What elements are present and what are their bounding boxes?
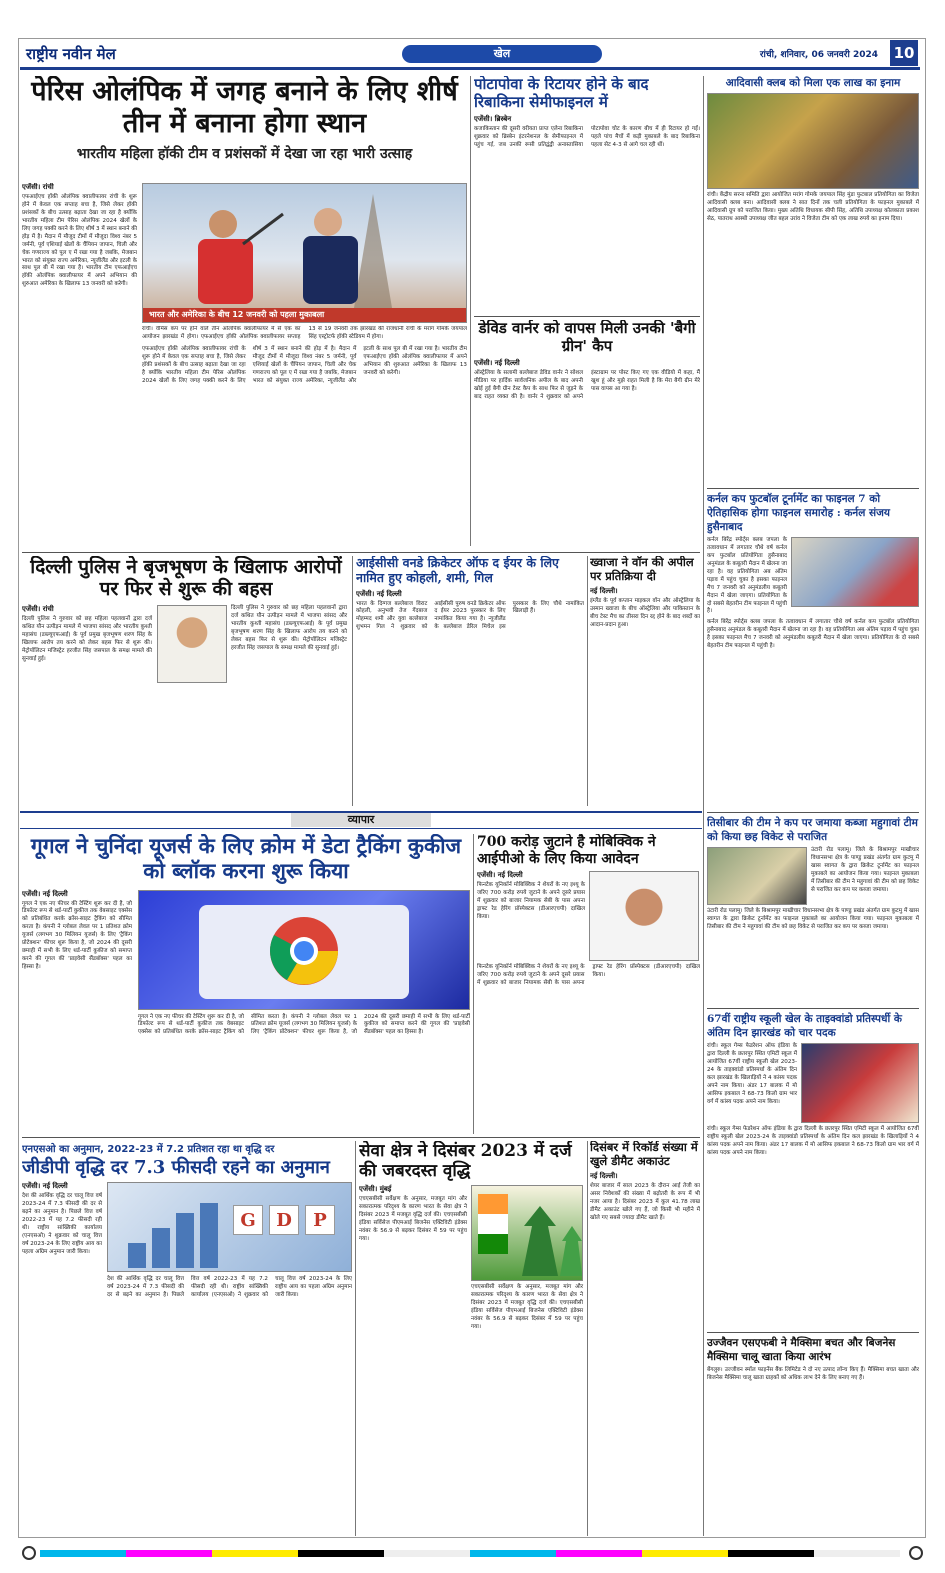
- gdp-body-continued: देश की आर्थिक वृद्धि दर चालू वित्त वर्ष 2023-24 में 7.3 फीसदी की दर से बढ़ने का अनुमान है। पिछले वित्त वर्ष 2022-23 में यह 7.2 फीसदी रही थी। राष्ट्रीय सांख्यिकी कार्यालय (एनएसओ) ने शुक्रवार को चालू वित्त वर्ष 2023-24 के लिए राष्ट्रीय आय का पहला अग्रिम अनुमान जारी किया।: [107, 1276, 352, 1299]
- lead-photo-caption: भारत और अमेरिका के बीच 12 जनवरी को पहला मुकाबला: [143, 308, 466, 322]
- growth-arrows-icon: [472, 1186, 583, 1281]
- lead-photo-text: रांची। वीमेंस कप पर होने वाले तीन ओलंपिक क्वालीफायर में से एक का आयोजन झारखंड में होगा। एफआईएच हॉकी ओलंपिक क्वालीफायर सप्ताह 13 से 19 जनवरी तक झारखंड की राजधानी रांची के मरांग गोमके जयपाल सिंह एस्ट्रोटर्फ हॉकी स्टेडियम में होगा।: [142, 326, 467, 340]
- ujjwal-headline: उज्जैवन एसएफबी ने मैक्सिमा बचत और बिजनेस मैक्सिमा चालू खाता किया आरंभ: [707, 1337, 896, 1363]
- warner-story: [474, 320, 700, 548]
- brij-byline: एजेंसी। रांची: [22, 604, 54, 613]
- gdp-illustration: [107, 1182, 352, 1272]
- story-divider: [474, 316, 700, 317]
- column-divider: [587, 1141, 588, 1536]
- icc-byline: एजेंसी। नई दिल्ली: [356, 589, 402, 598]
- service-body: एचएसबीसी सर्वेक्षण के अनुसार, मजबूत मांग और सकारात्मक परिदृश्य के कारण भारत के सेवा क्षेत्र ने दिसंबर 2023 में मजबूत वृद्धि दर्ज की। एचएसबीसी इंडिया सर्विसेज पीएमआई बिजनेस एक्टिविटी इंडेक्स नवंबर के 56.9 से बढ़कर दिसंबर में 59 पर पहुंच गया।: [359, 1196, 467, 1242]
- khawaja-body: इंग्लैंड के पूर्व कप्तान माइकल वॉन और ऑस्ट्रेलिया के उस्मान ख्वाजा के बीच ऑस्ट्रेलिया और पाकिस्तान के बीच टेस्ट मैच का तीसरा दिन रद्द होने के बाद शब्दों का आदान-प्रदान हुआ।: [590, 598, 700, 628]
- hockey-players-illustration: [143, 184, 467, 323]
- warner-headline: डेविड वार्नर को वापस मिली उनकी 'बैगी ग्रीन' कैप: [478, 320, 696, 355]
- gdp-kicker: एनएसओ का अनुमान, 2022-23 में 7.2 प्रतिशत रहा था वृद्धि दर: [22, 1144, 275, 1155]
- brij-body-continued: दिल्ली पुलिस ने गुरुवार को छह महिला पहलवानों द्वारा दर्ज कथित यौन उत्पीड़न मामले में भाजपा सांसद और भारतीय कुश्ती महासंघ (डब्ल्यूएफआई) के पूर्व प्रमुख बृजभूषण शरण सिंह के खिलाफ आरोप तय करने को लेकर बहस फिर से शुरू की। मेट्रोपॉलिटन मजिस्ट्रेट हरजीत सिंह जसपाल के समक्ष मामले की सुनवाई हुई।: [231, 604, 347, 651]
- gdp-story: [22, 1141, 352, 1536]
- gdp-byline: एजेंसी। नई दिल्ली: [22, 1182, 68, 1191]
- karnal-headline: कर्नल कप फुटबॉल टूर्नामेंट का फाइनल 7 को ऐतिहासिक होगा फाइनल समारोह : कर्नल संजय हुसैनाबाद: [707, 493, 891, 533]
- tisibar-photo: [707, 847, 807, 905]
- brij-portrait: [157, 605, 227, 683]
- school-headline: 67वीं राष्ट्रीय स्कूली खेल के ताइक्वांडो प्रतिस्पर्धी के अंतिम दिन झारखंड को चार पदक: [707, 1013, 902, 1039]
- tisibar-story: [707, 816, 919, 1006]
- demat-headline: दिसंबर में रिकॉर्ड संख्या में खुले डीमैट अकाउंट: [590, 1141, 698, 1168]
- school-body-continued: रांची। स्कूल गेम्स फेडरेशन ऑफ इंडिया के द्वारा दिल्ली के छतरपुर स्थित एमिटी स्कूल में आयोजित 67वीं राष्ट्रीय स्कूली खेल 2023-24 के ताइक्वांडो प्रतिस्पर्धा के अंतिम दिन कल झारखंड के खिलाड़ियों ने 4 कांस्य पदक अपने नाम किया। अंडर 17 बालक में मो आसिफ इकबाल ने 68-73 किलो ग्राम भार वर्ग में कांस्य पदक अपने नाम किया।: [707, 1126, 919, 1156]
- tisibar-headline: तिसीबार की टीम ने कप पर जमाया कब्जा महुगावां टीम को किया छह विकेट से पराजित: [707, 817, 918, 843]
- ujjwal-story: [707, 1336, 919, 1536]
- gdp-letter-d: D: [269, 1205, 299, 1235]
- lead-headline: पेरिस ओलंपिक में जगह बनाने के लिए शीर्ष तीन में बनाना होगा स्थान: [31, 76, 458, 139]
- demat-body: शेयर बाजार में साल 2023 के दौरान आई तेजी का असर निवेशकों की संख्या में बढ़ोतरी के रूप में भी नजर आया है। दिसंबर 2023 में कुल 41.78 लाख डीमैट अकाउंट खोले गए हैं, जो किसी भी महीने में खोले गए सबसे ज्यादा डीमैट खाते हैं।: [590, 1183, 700, 1221]
- google-byline: एजेंसी। नई दिल्ली: [22, 889, 68, 898]
- gdp-letter-p: P: [305, 1205, 335, 1235]
- business-section-band: [20, 811, 702, 829]
- business-section-label: व्यापार: [291, 813, 431, 827]
- popova-body: कजाकिस्तान की दूसरी वरीयता प्राप्त एलेना रिबाकिना शुक्रवार को ब्रिस्बेन इंटरनेशनल के सेमीफाइनल में पहुंच गई, जब उनकी रूसी प्रतिद्वंद्वी अनास्तासिया पोटापोवा चोट के कारण बीच में ही रिटायर हो गईं। पहले पांच मैचों में कड़ी मुकाबले के बाद रिबाकिना पहला सेट 4-3 से आगे चल रही थीं।: [474, 126, 700, 149]
- club-story: [707, 76, 919, 486]
- print-color-bar: [40, 1550, 900, 1557]
- sidebar-divider: [707, 812, 919, 813]
- gdp-headline: जीडीपी वृद्धि दर 7.3 फीसदी रहने का अनुमान: [22, 1157, 330, 1178]
- chrome-logo-icon: [139, 891, 470, 1010]
- lead-headline-block: [22, 76, 467, 176]
- warner-body: ऑस्ट्रेलिया के सलामी बल्लेबाज डेविड वार्नर ने सोशल मीडिया पर हार्दिक सार्वजनिक अपील के बाद अपनी खोई हुई बैगी ग्रीन टेस्ट कैप के साथ फिर से जुड़ने के बाद राहत व्यक्त की है। वार्नर ने शुक्रवार को अपने इंस्टाग्राम पर पोस्ट किए गए एक वीडियो में कहा, मैं खुश हूं और मुझे राहत मिली है कि मेरा बैगी ग्रीन मेरे पास वापस आ गया है।: [474, 370, 700, 401]
- demat-byline: नई दिल्ली।: [590, 1172, 618, 1181]
- demat-story: [590, 1141, 700, 1536]
- mobikwik-body: फिनटेक यूनिकॉर्न मोबिक्विक ने शेयरों के नए इश्यू के जरिए 700 करोड़ रुपये जुटाने के अपने दूसरे प्रयास में शुक्रवार को बाजार नियामक सेबी के पास अपना ड्राफ्ट रेड हेरिंग प्रॉस्पेक्टस (डीआरएचपी) दाखिल किया।: [477, 882, 585, 920]
- khawaja-headline: ख्वाजा ने वॉन की अपील पर प्रतिक्रिया दी: [590, 556, 694, 583]
- mobikwik-story: [477, 834, 700, 1134]
- dateline: रांची, शनिवार, 06 जनवरी 2024: [759, 50, 878, 60]
- lead-column: [22, 183, 137, 553]
- karnal-body: कर्नल बिरेंद्र स्पोर्ट्स क्लब जपला के तत्वावधान में लगातार चौथे वर्ष कर्नल कप फुटबॉल प्रतियोगिता हुसैनाबाद अनुमंडल के कबूतरी मैदान में खेलना जा रहा है। वह प्रतियोगिता अब अंतिम पड़ाव में पहुंच चुका है इसका फाइनल मैच 7 जनवरी को अनुमंडलीय कबूतरी मैदान में खेला जाएगा। प्रतियोगिता के दो सबसे बेहतरीन टीम फाइनल में पहुंची है।: [707, 537, 787, 615]
- story-divider: [22, 552, 700, 553]
- registration-mark-icon: [909, 1546, 923, 1560]
- warner-byline: एजेंसी। नई दिल्ली: [474, 359, 520, 368]
- school-photo: [801, 1043, 919, 1123]
- service-story: [359, 1141, 584, 1536]
- icc-story: [356, 556, 584, 808]
- brij-story: [22, 556, 350, 808]
- school-story: [707, 1012, 919, 1330]
- popova-headline: पोटापोवा के रिटायर होने के बाद रिबाकिना सेमीफाइनल में: [474, 76, 649, 111]
- brij-headline: दिल्ली पुलिस ने बृजभूषण के खिलाफ आरोपों पर फिर से शुरू की बहस: [30, 556, 342, 601]
- khawaja-story: [590, 556, 700, 808]
- google-illustration: [138, 890, 470, 1010]
- icc-body: भारत के दिग्गज बल्लेबाज विराट कोहली, अनुभवी तेज गेंदबाज मोहम्मद शमी और युवा बल्लेबाज शुभमन गिल ने शुक्रवार को आईसीसी पुरुष वनडे क्रिकेटर ऑफ द ईयर 2023 पुरस्कार के लिए नामांकित किया गया है। न्यूजीलैंड के बल्लेबाज डेरिल मिचेल इस पुरस्कार के लिए चौथे नामांकित खिलाड़ी हैं।: [356, 600, 584, 631]
- karnal-story: [707, 492, 919, 810]
- ujjwal-body: बेंगलुरु। उज्जीवन स्मॉल फाइनेंस बैंक लिमिटेड ने दो नए उत्पाद लॉन्च किए हैं। मैक्सिमा बचत खाता और बिजनेस मैक्सिमा चालू खाता ग्राहकों को अधिक लाभ देने के लिए बनाए गए हैं।: [707, 1367, 919, 1381]
- popova-story: [474, 76, 700, 316]
- google-body-continued: गूगल ने एक नए फीचर की टेस्टिंग शुरू कर दी है, जो डिफॉल्ट रूप से थर्ड-पार्टी कुकीज तक वेबसाइट एक्सेस को प्रतिबंधित करके क्रॉस-साइट ट्रैकिंग को सीमित करता है। कंपनी ने ग्लोबल लेवल पर 1 प्रतिशत क्रोम यूजर्स (लगभग 30 मिलियन यूजर्स) के लिए 'ट्रैकिंग प्रोटेक्शन' फीचर शुरू किया है, जो 2024 की दूसरी छमाही में सभी के लिए थर्ड-पार्टी कुकीज को समाप्त करने की गूगल की 'प्राइवेसी सैंडबॉक्स' पहल का हिस्सा है।: [138, 1013, 470, 1036]
- column-divider: [473, 834, 474, 1134]
- lead-byline: एजेंसी। रांची: [22, 183, 54, 191]
- lead-photo: [142, 183, 467, 323]
- column-divider: [470, 76, 471, 546]
- story-divider: [22, 1137, 700, 1138]
- sidebar-divider: [707, 488, 919, 489]
- sidebar-divider: [707, 1332, 919, 1333]
- tisibar-body: उंटारी रोड पलामू। जिले के बिश्रामपुर माखीचार विधानसभा क्षेत्र के पाण्डु प्रखंड अंतर्गत ग्राम कुटमु में खास स्वागत के द्वारा क्रिकेट टूर्नामेंट का फाइनल मुकाबले का आयोजन किया गया। फाइनल मुकाबला में तिसीबार की टीम ने महुगावां की टीम को छह विकेट से पराजित कर कप पर कब्जा जमाया।: [811, 847, 919, 893]
- sidebar-divider: [703, 76, 704, 1536]
- service-byline: एजेंसी। मुंबई: [359, 1185, 392, 1194]
- google-body: गूगल ने एक नए फीचर की टेस्टिंग शुरू कर दी है, जो डिफॉल्ट रूप से थर्ड-पार्टी कुकीज तक वेबसाइट एक्सेस को प्रतिबंधित करके क्रॉस-साइट ट्रैकिंग को सीमित करता है। कंपनी ने ग्लोबल लेवल पर 1 प्रतिशत क्रोम यूजर्स (लगभग 30 मिलियन यूजर्स) के लिए 'ट्रैकिंग प्रोटेक्शन' फीचर शुरू किया है, जो 2024 की दूसरी छमाही में सभी के लिए थर्ड-पार्टी कुकीज को समाप्त करने की गूगल की 'प्राइवेसी सैंडबॉक्स' पहल का हिस्सा है।: [22, 900, 132, 971]
- mobikwik-byline: एजेंसी। नई दिल्ली: [477, 871, 523, 880]
- lead-photo-story: [142, 326, 467, 552]
- khawaja-byline: नई दिल्ली।: [590, 587, 618, 596]
- karnal-body-continued: कर्नल बिरेंद्र स्पोर्ट्स क्लब जपला के तत्वावधान में लगातार चौथे वर्ष कर्नल कप फुटबॉल प्रतियोगिता हुसैनाबाद अनुमंडल के कबूतरी मैदान में खेलना जा रहा है। वह प्रतियोगिता अब अंतिम पड़ाव में पहुंच चुका है इसका फाइनल मैच 7 जनवरी को अनुमंडलीय कबूतरी मैदान में खेला जाएगा। प्रतियोगिता के दो सबसे बेहतरीन टीम फाइनल में पहुंची है।: [707, 619, 919, 650]
- column-divider: [355, 1141, 356, 1536]
- service-body-continued: एचएसबीसी सर्वेक्षण के अनुसार, मजबूत मांग और सकारात्मक परिदृश्य के कारण भारत के सेवा क्षेत्र ने दिसंबर 2023 में मजबूत वृद्धि दर्ज की। एचएसबीसी इंडिया सर्विसेज पीएमआई बिजनेस एक्टिविटी इंडेक्स नवंबर के 56.9 से बढ़कर दिसंबर में 59 पर पहुंच गया।: [471, 1284, 583, 1330]
- gdp-body: देश की आर्थिक वृद्धि दर चालू वित्त वर्ष 2023-24 में 7.3 फीसदी की दर से बढ़ने का अनुमान है। पिछले वित्त वर्ष 2022-23 में यह 7.2 फीसदी रही थी। राष्ट्रीय सांख्यिकी कार्यालय (एनएसओ) ने शुक्रवार को चालू वित्त वर्ष 2023-24 के लिए राष्ट्रीय आय का पहला अग्रिम अनुमान जारी किया।: [22, 1193, 102, 1255]
- lead-subhead: भारतीय महिला हॉकी टीम व प्रशंसकों में देखा जा रहा भारी उत्साह: [76, 145, 413, 162]
- icc-headline: आईसीसी वनडे क्रिकेटर ऑफ द ईयर के लिए नामित हुए कोहली, शमी, गिल: [356, 556, 559, 585]
- registration-mark-icon: [22, 1546, 36, 1560]
- newspaper-brand: राष्ट्रीय नवीन मेल: [26, 45, 116, 63]
- sidebar-divider: [707, 1008, 919, 1009]
- mobikwik-headline: 700 करोड़ जुटाने है मोबिक्विक ने आईपीओ के लिए किया आवेदन: [477, 834, 656, 867]
- lead-body: एफआईएच हॉकी ओलंपिक क्वालीफायर रांची के शुरू होने में केवल एक सप्ताह बचा है, जिसे लेकर हॉकी प्रशंसकों के बीच उत्साह बढ़ाता देखा जा रहा है क्योंकि भारतीय महिला टीम पेरिस ओलंपिक 2024 खेलों के लिए जगह पक्की करने के लिए शीर्ष 3 में स्थान बनाने की होड़ में है। मैदान में मौजूद टीमों में मौजूदा विश्व नंबर 5 जर्मनी, पूर्व एशियाई खेलों के चैंपियन जापान, चिली और चेक गणराज्य को पूल ए में रखा गया है जबकि, मेजबान भारत को संयुक्त राज्य अमेरिका, न्यूजीलैंड और इटली के साथ पूल बी में रखा गया है। भारतीय टीम एफआईएच हॉकी ओलंपिक क्वालीफायर में अपने अभियान की शुरुआत अमेरिका के खिलाफ 13 जनवरी को करेगी।: [22, 194, 137, 288]
- gdp-letter-g: G: [233, 1205, 263, 1235]
- club-body: रांची। केंद्रीय सरना समिति द्वारा आयोजित मरांग गोमके जयपाल सिंह मुंडा फुटबाल प्रतियोगिता का विजेता आदिवासी क्लब बना। आदिवासी क्लब ने सात दिनों तक चली प्रतियोगिता के फाइनल मुकाबले में आदिवासी ग्रुप को पराजित किया। मुख्य अतिथि विधायक सीपी सिंह, अतिथि उपाध्यक्ष कोलकाता प्रकाश सेठ, पातराथ आस्थी उपाध्यक्ष जीत बहल उरांव ने विजेता टीम को एक लाख रुपये का इनाम दिया।: [707, 192, 919, 222]
- masthead: [20, 38, 920, 70]
- lead-body-continued: एफआईएच हॉकी ओलंपिक क्वालीफायर रांची के शुरू होने में केवल एक सप्ताह बचा है, जिसे लेकर हॉकी प्रशंसकों के बीच उत्साह बढ़ाता देखा जा रहा है क्योंकि भारतीय महिला टीम पेरिस ओलंपिक 2024 खेलों के लिए जगह पक्की करने के लिए शीर्ष 3 में स्थान बनाने की होड़ में है। मैदान में मौजूद टीमों में मौजूदा विश्व नंबर 5 जर्मनी, पूर्व एशियाई खेलों के चैंपियन जापान, चिली और चेक गणराज्य को पूल ए में रखा गया है जबकि, मेजबान भारत को संयुक्त राज्य अमेरिका, न्यूजीलैंड और इटली के साथ पूल बी में रखा गया है। भारतीय टीम एफआईएच हॉकी ओलंपिक क्वालीफायर में अपने अभियान की शुरुआत अमेरिका के खिलाफ 13 जनवरी को करेगी।: [142, 345, 467, 384]
- popova-byline: एजेंसी। ब्रिस्बेन: [474, 115, 512, 124]
- column-divider: [587, 556, 588, 806]
- club-headline: आदिवासी क्लब को मिला एक लाख का इनाम: [725, 77, 901, 89]
- tisibar-body-continued: उंटारी रोड पलामू। जिले के बिश्रामपुर माखीचार विधानसभा क्षेत्र के पाण्डु प्रखंड अंतर्गत ग्राम कुटमु में खास स्वागत के द्वारा क्रिकेट टूर्नामेंट का फाइनल मुकाबले का आयोजन किया गया। फाइनल मुकाबला में तिसीबार की टीम ने महुगावां की टीम को छह विकेट से पराजित कर कप पर कब्जा जमाया।: [707, 908, 919, 930]
- page-number: 10: [890, 40, 918, 66]
- brij-body: दिल्ली पुलिस ने गुरुवार को छह महिला पहलवानों द्वारा दर्ज कथित यौन उत्पीड़न मामले में भाजपा सांसद और भारतीय कुश्ती महासंघ (डब्ल्यूएफआई) के पूर्व प्रमुख बृजभूषण शरण सिंह के खिलाफ आरोप तय करने को लेकर बहस फिर से शुरू की। मेट्रोपॉलिटन मजिस्ट्रेट हरजीत सिंह जसपाल के समक्ष मामले की सुनवाई हुई।: [22, 615, 152, 662]
- mobikwik-body-continued: फिनटेक यूनिकॉर्न मोबिक्विक ने शेयरों के नए इश्यू के जरिए 700 करोड़ रुपये जुटाने के अपने दूसरे प्रयास में शुक्रवार को बाजार नियामक सेबी के पास अपना ड्राफ्ट रेड हेरिंग प्रॉस्पेक्टस (डीआरएचपी) दाखिल किया।: [477, 964, 700, 986]
- school-body: रांची। स्कूल गेम्स फेडरेशन ऑफ इंडिया के द्वारा दिल्ली के छतरपुर स्थित एमिटी स्कूल में आयोजित 67वीं राष्ट्रीय स्कूली खेल 2023-24 के ताइक्वांडो प्रतिस्पर्धा के अंतिम दिन कल झारखंड के खिलाड़ियों ने 4 कांस्य पदक अपने नाम किया। अंडर 17 बालक में मो आसिफ इकबाल ने 68-73 किलो ग्राम भार वर्ग में कांस्य पदक अपने नाम किया।: [707, 1043, 797, 1105]
- club-photo: [707, 93, 919, 189]
- google-story: [22, 834, 470, 1134]
- mobikwik-portrait: [589, 871, 699, 961]
- service-illustration: [471, 1185, 583, 1281]
- service-headline: सेवा क्षेत्र ने दिसंबर 2023 में दर्ज की जबरदस्त वृद्धि: [359, 1141, 572, 1182]
- google-headline: गूगल ने चुनिंदा यूजर्स के लिए क्रोम में डेटा ट्रैकिंग कुकीज को ब्लॉक करना शुरू किया: [30, 834, 462, 883]
- section-label: खेल: [402, 45, 602, 63]
- column-divider: [352, 556, 353, 806]
- karnal-photo: [791, 537, 919, 607]
